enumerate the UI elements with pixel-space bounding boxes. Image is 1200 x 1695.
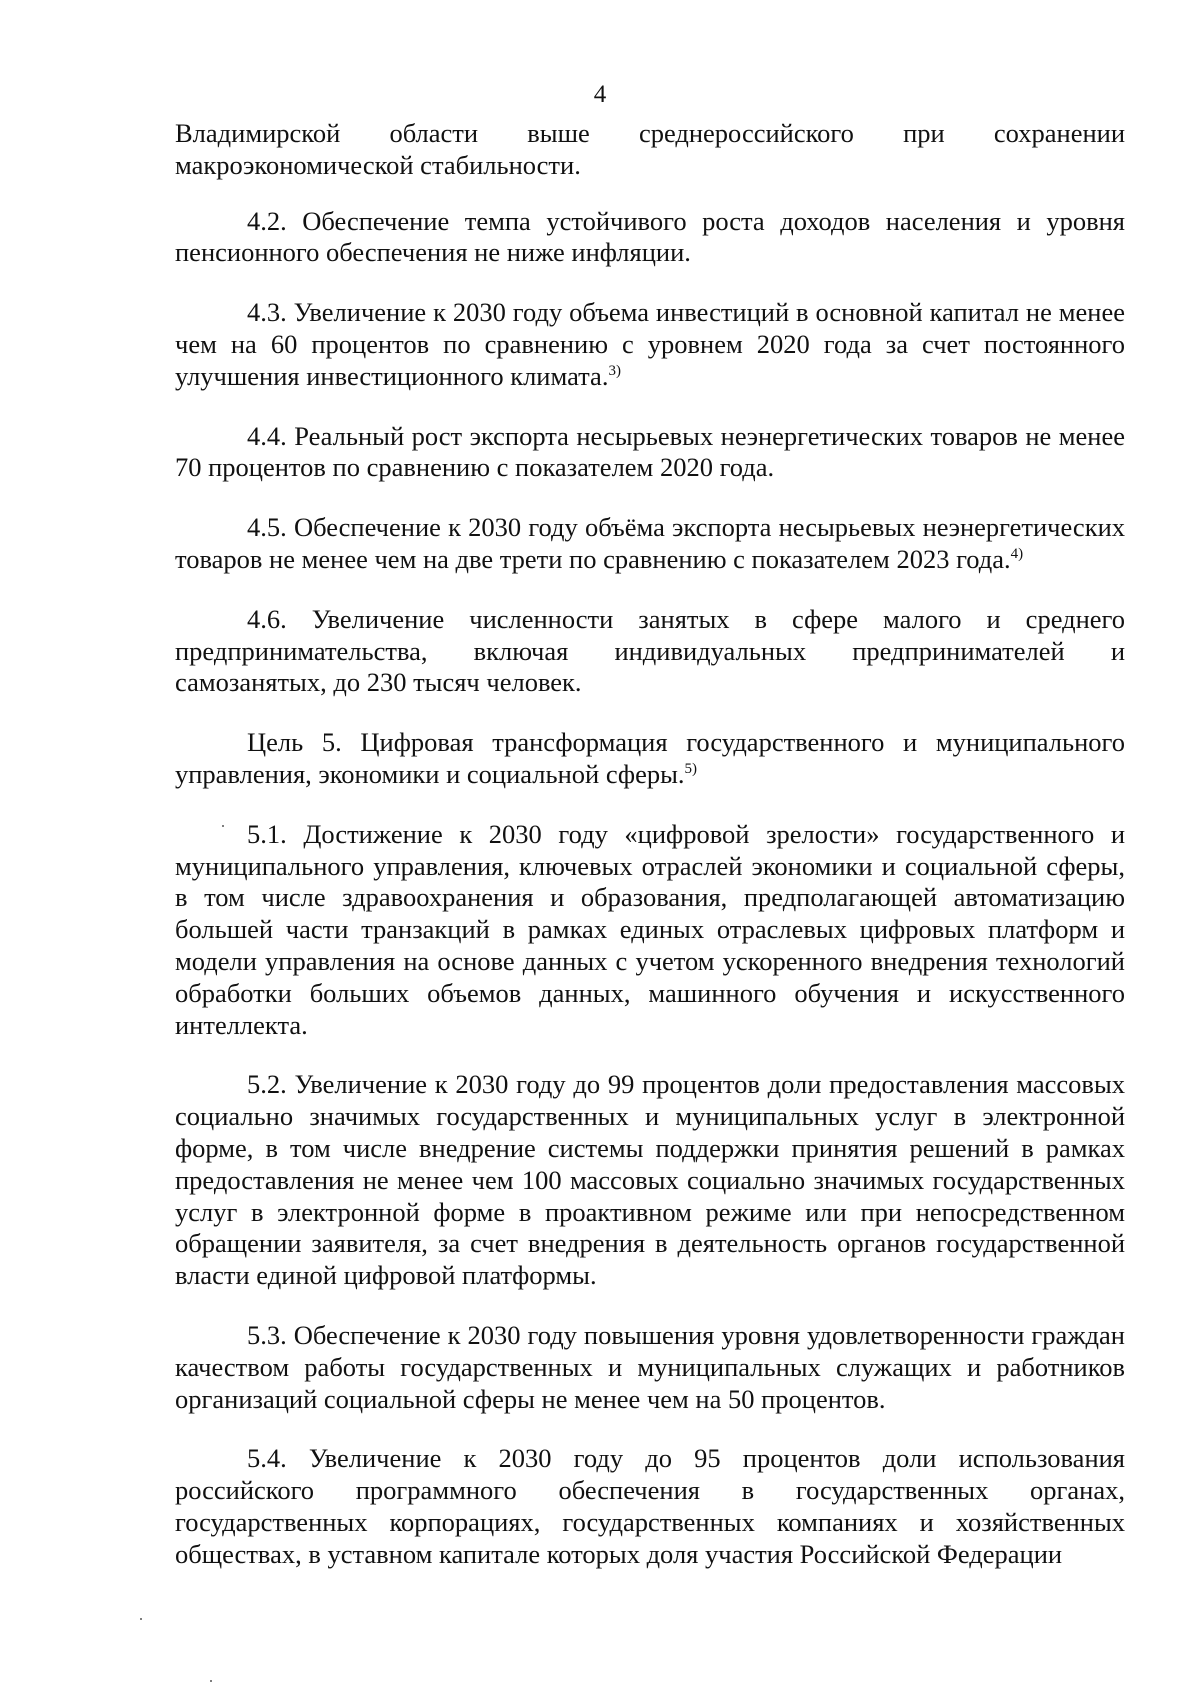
paragraph-continuation: Владимирской области выше среднероссийского при сохранении макроэкономической стабильности.	[175, 118, 1125, 180]
paragraph-4-4: 4.4. Реальный рост экспорта несырьевых неэнергетических товаров не менее 70 процентов по сравнению с показателем 2020 года.	[175, 420, 1125, 483]
paragraph-5-3: 5.3. Обеспечение к 2030 году повышения уровня удовлетворенности граждан качеством работы государственных и муниципальных служащих и работников организаций социальной сферы не менее чем на 50 процентов.	[175, 1319, 1125, 1414]
footnote-ref-4: 4)	[1010, 545, 1024, 562]
paragraph-4-5: 4.5. Обеспечение к 2030 году объёма экспорта несырьевых неэнергетических товаров не менее чем на две трети по сравнению с показателем 2023 года.$^{4)}$	[175, 512, 1125, 574]
goal-5-heading: Цель 5. Цифровая трансформация государственного и муниципального управления, экономики и социальной сферы.$^{5)}$	[175, 727, 1125, 789]
paragraph-5-4: 5.4. Увеличение к 2030 году до 95 процентов доли использования российского программного обеспечения в государственных органах, государственных корпорациях, государственных компаниях и хозяйственных обществах, в уставном капитале которых доля участия Российской Федерации	[175, 1443, 1125, 1569]
footnote-ref-3: 3)	[608, 362, 621, 379]
scan-speck	[222, 825, 224, 827]
scan-speck	[140, 1618, 142, 1620]
paragraph-4-3: 4.3. Увеличение к 2030 году объема инвестиций в основной капитал не менее чем на 60 процентов по сравнению с уровнем 2020 года за счет постоянного улучшения инвестиционного климата.$^{3)}$	[175, 297, 1125, 391]
paragraph-5-2: 5.2. Увеличение к 2030 году до 99 процентов доли предоставления массовых социально значимых государственных и муниципальных услуг в электронной форме, в том числе внедрение системы поддержки принятия решений в рамках предоставления не менее чем 100 массовых социально значимых государственных услуг в электронной форме в проактивном режиме или при непосредственном обращении заявителя, за счет внедрения в деятельность органов государственной власти единой цифровой платформы.	[175, 1069, 1125, 1291]
paragraph-5-1: 5.1. Достижение к 2030 году «цифровой зрелости» государственного и муниципального управления, ключевых отраслей экономики и социальной сферы, в том числе здравоохранения и образования, предполагающей автоматизацию большей части транзакций в рамках единых отраслевых цифровых платформ и модели управления на основе данных с учетом ускоренного внедрения технологий обработки больших объемов данных, машинного обучения и искусственного интеллекта.	[175, 818, 1125, 1040]
scan-speck	[210, 1680, 212, 1682]
footnote-ref-5: 5)	[684, 760, 698, 777]
document-body	[175, 118, 1125, 1598]
paragraph-4-6: 4.6. Увеличение численности занятых в сфере малого и среднего предпринимательства, включая индивидуальных предпринимателей и самозанятых, до 230 тысяч человек.	[175, 603, 1125, 698]
paragraph-4-2: 4.2. Обеспечение темпа устойчивого роста доходов населения и уровня пенсионного обеспечения не ниже инфляции.	[175, 205, 1125, 268]
page-number: 4	[593, 81, 607, 108]
